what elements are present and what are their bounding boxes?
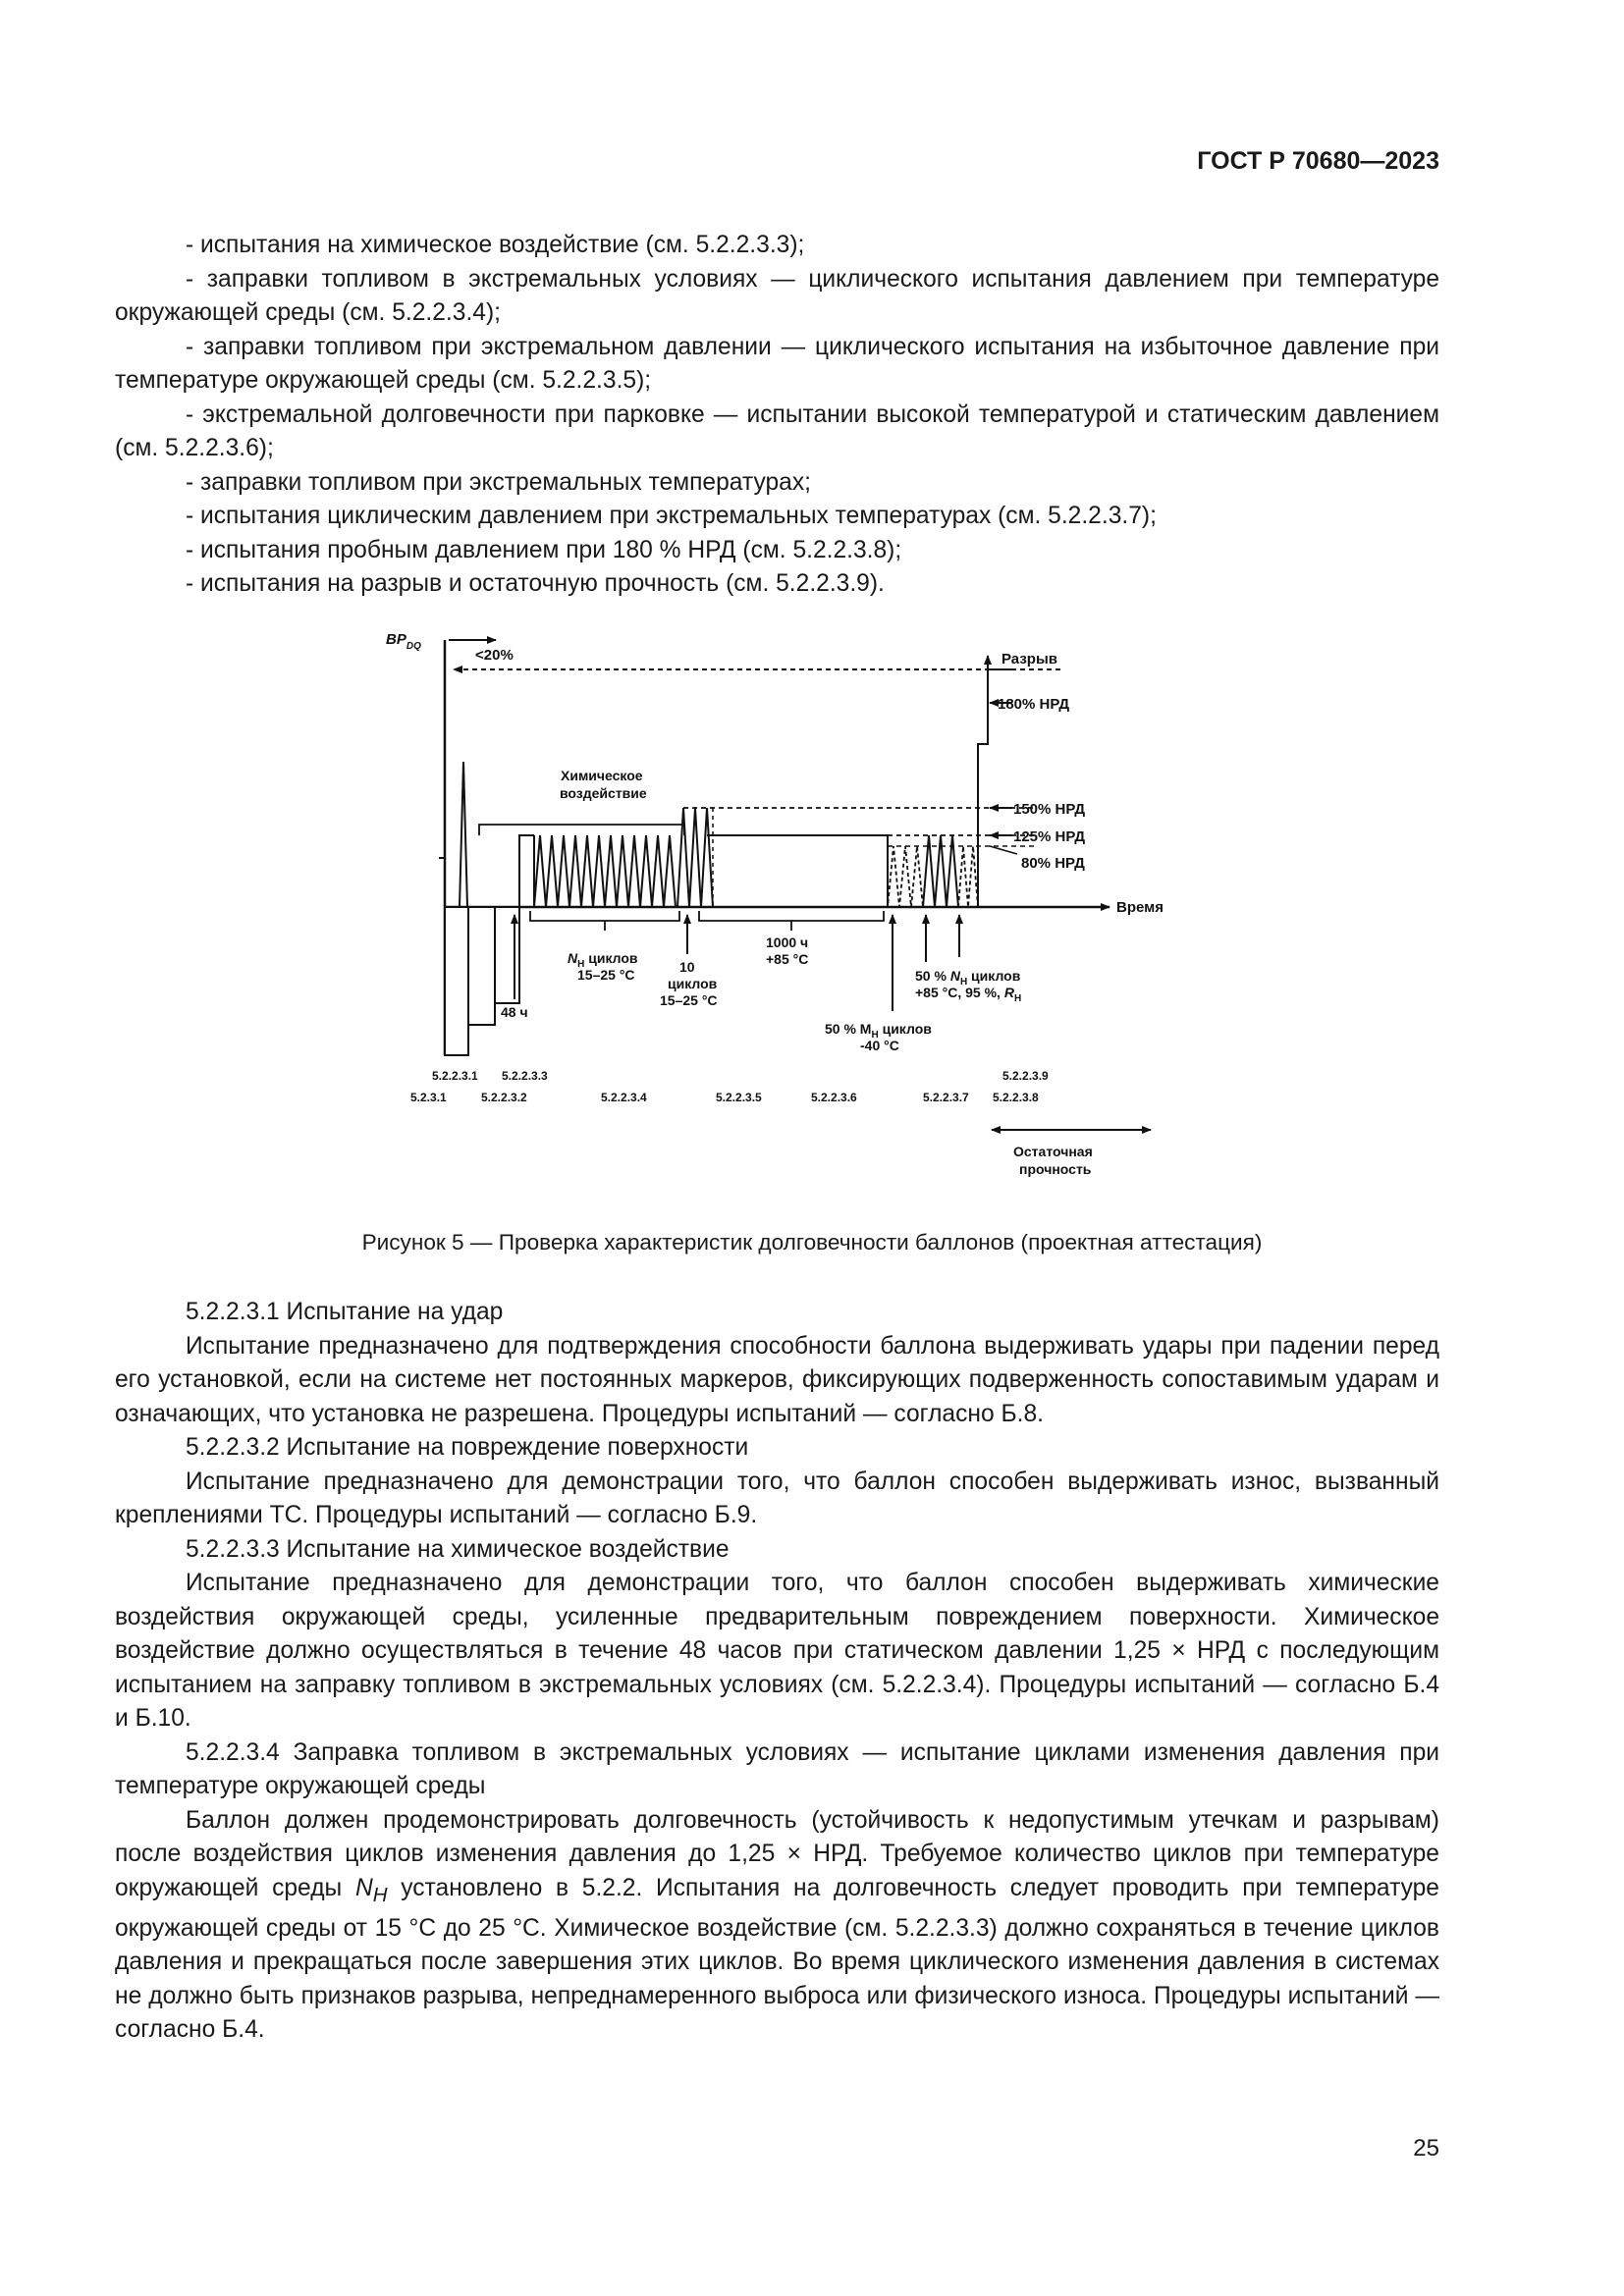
chem-label-2: воздействие xyxy=(560,785,647,801)
p80-label: 80% НРД xyxy=(1021,855,1085,872)
page-number: 25 xyxy=(1413,2135,1439,2162)
chem-bracket xyxy=(479,825,684,835)
cold-cycles-label: 50 % $М_Н$ циклов xyxy=(825,1021,932,1041)
residual-label-1: Остаточная xyxy=(1013,1144,1093,1159)
chem-label-1: Химическое xyxy=(561,768,643,783)
damage-block-2 xyxy=(495,907,519,1003)
ref-top-2: 5.2.2.3.3 xyxy=(502,1069,548,1083)
list-item: - испытания на химическое воздействие (см. 5.2.2.3.3); xyxy=(186,232,805,258)
ref-bottom-2: 5.2.2.3.2 xyxy=(481,1091,527,1104)
ref-bottom-4: 5.2.2.3.5 xyxy=(716,1091,762,1104)
nh-label: $N_H$ циклов xyxy=(568,950,638,970)
h1000-label: 1000 ч xyxy=(766,934,809,950)
section-title: 5.2.2.3.3 Испытание на химическое воздействие xyxy=(186,1535,730,1563)
hot-cycles xyxy=(923,835,958,907)
ref-bottom-6: 5.2.2.3.7 xyxy=(923,1091,969,1104)
sections-body xyxy=(115,1296,1439,2048)
nh-cycles xyxy=(534,835,676,907)
ref-bottom-7: 5.2.2.3.8 xyxy=(993,1091,1039,1104)
section-body: Испытание предназначено для демонстрации того, что баллон способен выдерживать износ, вызванный креплениями ТС. Процедуры испытаний — согласно Б.9. xyxy=(115,1468,1439,1528)
static-hold xyxy=(707,835,888,907)
ref-bottom-1: 5.2.3.1 xyxy=(410,1091,447,1104)
p80-leader xyxy=(990,846,1017,854)
chem-static-pressure xyxy=(519,835,534,907)
bullet-list xyxy=(115,229,1439,602)
section-title: 5.2.2.3.4 Заправка топливом в экстремальных условиях — испытание циклами изменения давления при температуре окружающей среды xyxy=(115,1738,1439,1799)
section-body: Испытание предназначено для демонстрации того, что баллон способен выдерживать химические воздействия окружающей среды, усиленные предварительным повреждением поверхности. Химическое воздействие должно осуществляться в течение 48 часов при статическом давлении 1,25 × НРД с последующим испытанием на заправку топливом в экстремальных условиях (см. 5.2.2.3.4). Процедуры испытаний — согласно Б.4 и Б.10. xyxy=(115,1570,1439,1732)
label-48h: 48 ч xyxy=(501,1004,528,1020)
hot-cycles-label: 50 % $N_H$ циклов xyxy=(915,968,1021,988)
p125-label: 125% НРД xyxy=(1013,828,1086,845)
section-title: 5.2.2.3.1 Испытание на удар xyxy=(186,1299,504,1325)
document-code: ГОСТ Р 70680—2023 xyxy=(1197,147,1439,175)
list-item: - испытания циклическим давлением при экстремальных температурах (см. 5.2.2.3.7); xyxy=(186,503,1157,529)
impact-spike xyxy=(454,762,467,907)
burst-label: Разрыв xyxy=(1001,651,1057,667)
list-item: - заправки топливом при экстремальном давлении — циклического испытания на избыточное давление при температуре окружающей среды (см. 5.2.2.3.5); xyxy=(115,333,1439,394)
ambient-cycles xyxy=(958,846,978,907)
list-item: - заправки топливом при экстремальных температурах; xyxy=(186,468,811,496)
impact-block xyxy=(445,907,468,1055)
section-body: Баллон должен продемонстрировать долговечность (устойчивость к недопустимым утечкам и разрывам) после воздействия циклов изменения давления до 1,25 × НРД. Требуемое количество циклов при температуре окружающей среды $N_H$ установлено в 5.2.2. Испытания на долговечность следует проводить при температуре окружающей среды от 15 °С до 25 °С. Химическое воздействие (см. 5.2.2.3.3) должно сохраняться в течение циклов давления и прекращаться после завершения этих циклов. Во время циклического изменения давления в системах не должно быть признаков разрыва, непреднамеренного выброса или физического износа. Процедуры испытаний — согласно Б.4. xyxy=(115,1806,1439,2044)
ref-top-3: 5.2.2.3.9 xyxy=(1002,1069,1049,1083)
overpressure-cycles xyxy=(677,808,713,907)
time-label: Время xyxy=(1116,899,1164,916)
lt20-label: <20% xyxy=(475,647,514,664)
residual-label-2: прочность xyxy=(1019,1161,1092,1177)
label-10: 10 xyxy=(679,959,695,975)
section-body: Испытание предназначено для подтверждения способности баллона выдерживать удары при падении перед его установкой, если на системе нет постоянных маркеров, фиксирующих подверженность сопоставимым ударам и означающих, что установка не разрешена. Процедуры испытаний — согласно Б.8. xyxy=(115,1332,1439,1427)
ref-bottom-3: 5.2.2.3.4 xyxy=(601,1091,647,1104)
cold-temp-label: -40 °С xyxy=(860,1038,899,1053)
ref-top-1: 5.2.2.3.1 xyxy=(432,1069,478,1083)
durability-figure xyxy=(373,618,1237,1198)
list-item: - испытания пробным давлением при 180 % НРД (см. 5.2.2.3.8); xyxy=(186,536,902,563)
label-10-cycles: циклов xyxy=(668,976,718,991)
ref-bottom-5: 5.2.2.3.6 xyxy=(811,1091,857,1104)
hot-conditions-label: +85 °С, 95 %, $R_H$ xyxy=(915,985,1022,1004)
list-item: - заправки топливом в экстремальных условиях — циклического испытания давлением при температуре окружающей среды (см. 5.2.2.3.4); xyxy=(115,265,1439,326)
list-item: - экстремальной долговечности при парковке — испытании высокой температурой и статическим давлением (см. 5.2.2.3.6); xyxy=(115,400,1439,461)
p150-label: 150% НРД xyxy=(1013,801,1086,818)
nh-bracket xyxy=(530,911,679,921)
damage-block-1 xyxy=(468,907,495,1025)
figure-caption: Рисунок 5 — Проверка характеристик долговечности баллонов (проектная аттестация) xyxy=(361,1230,1263,1255)
h1000-bracket xyxy=(699,911,884,921)
label-10-temp: 15–25 °С xyxy=(660,992,718,1008)
section-title: 5.2.2.3.2 Испытание на повреждение поверхности xyxy=(186,1434,749,1461)
h1000-temp: +85 °С xyxy=(766,951,809,967)
bp-label: $BP_{DQ}$ xyxy=(386,631,421,652)
list-item: - испытания на разрыв и остаточную прочность (см. 5.2.2.3.9). xyxy=(186,570,885,597)
nh-temp: 15–25 °С xyxy=(577,967,635,983)
p180-label: 180% НРД xyxy=(998,696,1070,713)
